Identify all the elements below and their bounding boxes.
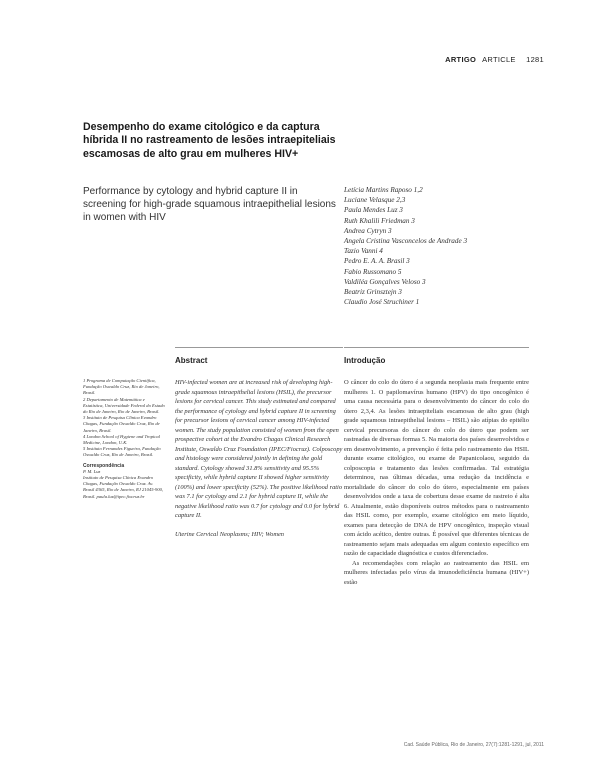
author: Paula Mendes Luz 3 (344, 206, 403, 215)
abstract-heading: Abstract (175, 356, 208, 365)
author: Beatriz Grinsztejn 3 (344, 288, 402, 297)
author: Luciane Velasque 2,3 (344, 196, 406, 205)
abstract-body (175, 378, 343, 539)
affiliation: 3 Instituto de Pesquisa Clínica Evandro Chagas, Fundação Oswaldo Cruz, Rio de Janeiro, Brasil. (83, 415, 160, 433)
intro-paragraph: As recomendações com relação ao rastreamento das HSIL em mulheres infectadas pelo vírus da imunodeficiência humana (HIV+) estão (344, 559, 529, 586)
affiliation: 2 Departamento de Matemática e Estatística, Universidade Federal do Estado do Rio de Janeiro, Rio de Janeiro, Brasil. (83, 396, 165, 415)
author: Ruth Khalili Friedman 3 (344, 216, 415, 225)
header-label-pt: ARTIGO (445, 55, 477, 64)
intro-heading: Introdução (344, 356, 386, 365)
abstract-rule (175, 347, 343, 348)
journal-footer: Cad. Saúde Pública, Rio de Janeiro, 27(7):1281-1291, jul, 2011 (403, 742, 544, 748)
title-portuguese: Desempenho do exame citológico e da captura híbrida II no rastreamento de lesões intraepiteliais escamosas de alto grau em mulheres HIV+ (83, 121, 336, 160)
keywords: Uterine Cervical Neoplasms; HIV; Women (175, 530, 284, 538)
author: Pedro E. A. A. Brasil 3 (344, 257, 410, 266)
author: Andrea Cytryn 3 (344, 226, 392, 235)
correspondence-heading: Correspondência (83, 462, 125, 469)
running-header (445, 55, 544, 64)
intro-paragraph: O câncer do colo do útero é a segunda neoplasia mais frequente entre mulheres 1. O papilomavírus humano (HPV) do tipo oncogênico é uma causa necessária para o desenvolvimento do câncer do colo do útero 2,3,4. As lesões intraepiteliais escamosas de alto grau (high grade squamous intraepithelial lesions – HSIL) são atípias do epitélio cervical precursoras do câncer do colo do útero que podem ser rastreadas de diversas formas 5. Na maioria dos países desenvolvidos e em desenvolvimento, a prevenção é feita pelo rastreamento das HSIL durante exame citológico, ou exame de Papanicolaou, seguido da colposcopia e tratamento das lesões confirmadas. Tal estratégia determinou, nas últimas décadas, uma redução da incidência e mortalidade do câncer do colo do útero, especialmente em países desenvolvidos onde a taxa de cobertura desse exame de rastreio é alta 6. Atualmente, estão disponíveis outros métodos para o rastreamento das HSIL como, por exemplo, exame citológico em meio líquido, exames para detecção de DNA de HPV oncogênico, inspeção visual com ácido acético, dentre outras. É possível que diferentes técnicas de rastreamento sejam mais adequadas em algum contexto específico em razão de capacidade diagnóstica e custos diferenciados. (344, 379, 530, 557)
title-english: Performance by cytology and hybrid capture II in screening for high-grade squamous intraepithelial lesions in women with HIV (83, 186, 336, 223)
intro-rule (344, 347, 529, 348)
page-number: 1281 (526, 55, 544, 64)
affiliations (83, 378, 165, 500)
author: Tazio Vanni 4 (344, 247, 383, 256)
intro-body (344, 378, 529, 587)
author: Angela Cristina Vasconcelos de Andrade 3 (344, 237, 468, 246)
author: Claudio José Struchiner 1 (344, 298, 420, 307)
affiliation: 5 Instituto Fernandes Figueira, Fundação Oswaldo Cruz, Rio de Janeiro, Brasil. (83, 446, 161, 458)
author: Valdiléa Gonçalves Veloso 3 (344, 277, 426, 286)
author: Letícia Martins Raposo 1,2 (344, 186, 423, 194)
affiliation: 4 London School of Hygiene and Tropical Medicine, London, U.K. (83, 433, 160, 446)
author-list (344, 185, 549, 307)
header-label-en: ARTICLE (482, 55, 516, 64)
correspondence-name: P. M. Luz (83, 468, 101, 474)
correspondence-address: Instituto de Pesquisa Clínica Evandro Chagas, Fundação Oswaldo Cruz. Av. Brasil 4365, Rio de Janeiro, RJ 21045-900, Brasil. paula.luz@ipec.fiocruz.br (83, 475, 164, 499)
author: Fabio Russomano 5 (344, 267, 402, 276)
affiliation: 1 Programa de Computação Científica, Fundação Oswaldo Cruz, Rio de Janeiro, Brasil. (83, 378, 160, 396)
abstract-paragraph: HIV-infected women are at increased risk of developing high-grade squamous intraepithelial lesions (HSIL), the precursor lesions for cervical cancer. This study estimated and compared the performance of cytology and hybrid capture II in screening for precursor lesions of cervical cancer among HIV-infected women. The study population consisted of women from the open prospective cohort at the Evandro Chagas Clinical Research Institute, Oswaldo Cruz Foundation (IPEC/Fiocruz). Colposcopy and histology were considered jointly in defining the gold standard. Cytology showed 31.8% sensitivity and 95.5% specificity, while hybrid capture II showed higher sensitivity (100%) and lower specificity (52%). The positive likelihood ratio was 7.1 for cytology and 2.1 for hybrid capture II, while the negative likelihood ratio was 0.7 for cytology and 0.0 for hybrid capture II. (175, 379, 343, 519)
